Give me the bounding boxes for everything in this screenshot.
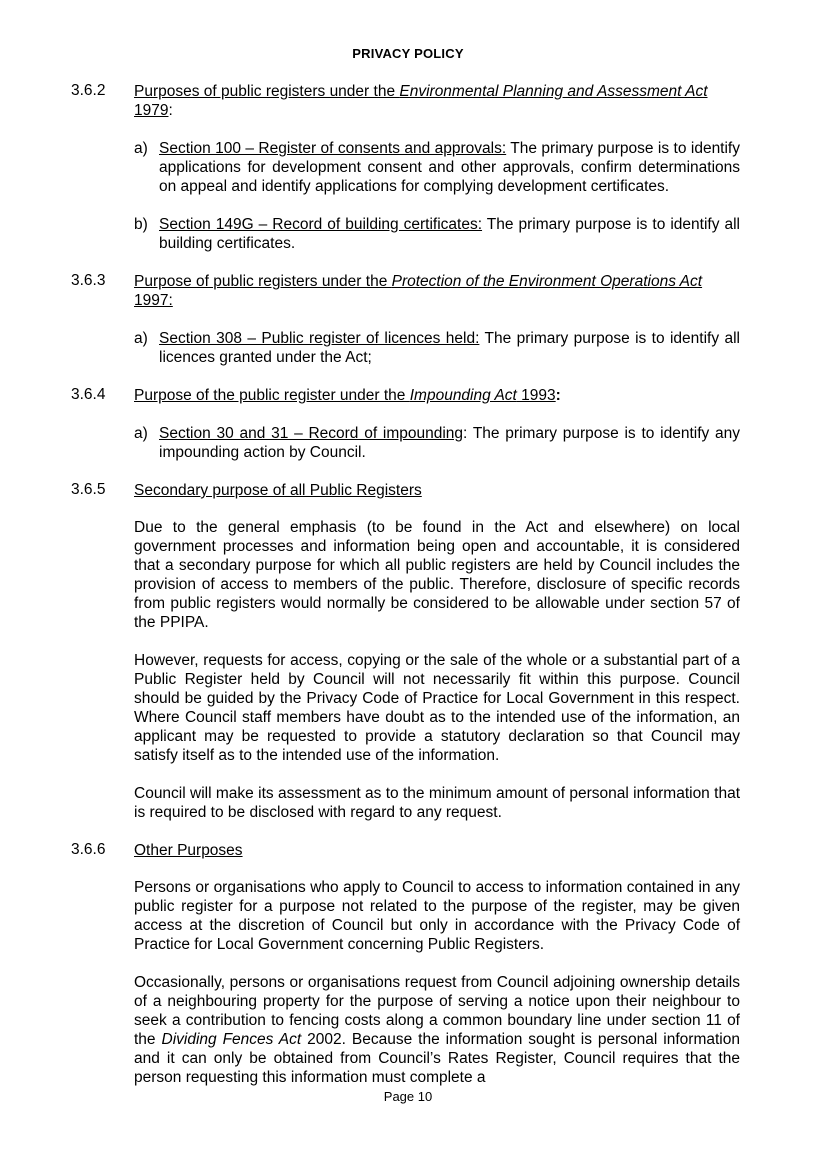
- list-item-section-308: a) Section 308 – Public register of licences held: The primary purpose is to identify all licences granted under the Act;: [134, 330, 741, 366]
- list-item-section-149g: b) Section 149G – Record of building certificates: The primary purpose is to identify all building certificates.: [134, 216, 740, 252]
- paragraph-secondary-purpose-2: However, requests for access, copying or the sale of the whole or a substantial part of a Public Register held by Council will not necessarily fit within this purpose. Council should be guided by the Privacy Code of Practice for Local Government in this respect. Where Council staff members have doubt as to the intended use of the information, an applicant may be requested to provide a statutory declaration so that Council may satisfy itself as to the intended use of the information.: [134, 652, 740, 764]
- paragraph-secondary-purpose-3: Council will make its assessment as to the minimum amount of personal information that is required to be disclosed with regard to any request.: [134, 785, 740, 821]
- page-header-title: PRIVACY POLICY: [352, 46, 464, 61]
- section-heading-3-6-3: Purpose of public registers under the Protection of the Environment Operations Act 1997:: [134, 273, 703, 309]
- section-heading-3-6-6: Other Purposes: [134, 842, 243, 859]
- page-number: Page 10: [383, 1089, 433, 1104]
- paragraph-other-purposes-1: Persons or organisations who apply to Council to access to information contained in any public register for a purpose not related to the purpose of the register, may be given access at the discretion of Council but only in accordance with the Privacy Code of Practice for Local Government concerning Public Registers.: [134, 879, 740, 953]
- section-number-3-6-4: 3.6.4: [71, 386, 106, 403]
- paragraph-secondary-purpose-1: Due to the general emphasis (to be found in the Act and elsewhere) on local government processes and information being open and accountable, it is considered that a secondary purpose for which all public registers are held by Council includes the provision of access to members of the public. Therefore, disclosure of specific records from public registers would normally be considered to be allowable under section 57 of the PPIPA.: [134, 519, 740, 631]
- section-heading-3-6-2: Purposes of public registers under the Environmental Planning and Assessment Act 1979:: [134, 83, 708, 119]
- section-number-3-6-6: 3.6.6: [71, 841, 106, 858]
- list-item-section-100: a) Section 100 – Register of consents and approvals: The primary purpose is to identify applications for development consent and other approvals, confirm determinations on appeal and identify applications for complying development certificates.: [134, 140, 740, 195]
- list-item-section-30-31: a) Section 30 and 31 – Record of impounding: The primary purpose is to identify any impounding action by Council.: [134, 425, 740, 461]
- section-number-3-6-2: 3.6.2: [71, 82, 106, 99]
- section-number-3-6-5: 3.6.5: [71, 481, 106, 498]
- paragraph-other-purposes-2: Occasionally, persons or organisations request from Council adjoining ownership details of a neighbouring property for the purpose of serving a notice upon their neighbour to seek a contribution to fencing costs along a common boundary line under section 11 of the Dividing Fences Act 2002. Because the information sought is personal information and it can only be obtained from Council’s Rates Register, Council requires that the person requesting this information must complete a: [134, 974, 740, 1086]
- section-heading-3-6-4: Purpose of the public register under the Impounding Act 1993:: [134, 387, 561, 404]
- section-heading-3-6-5: Secondary purpose of all Public Registers: [134, 482, 422, 499]
- section-number-3-6-3: 3.6.3: [71, 272, 106, 289]
